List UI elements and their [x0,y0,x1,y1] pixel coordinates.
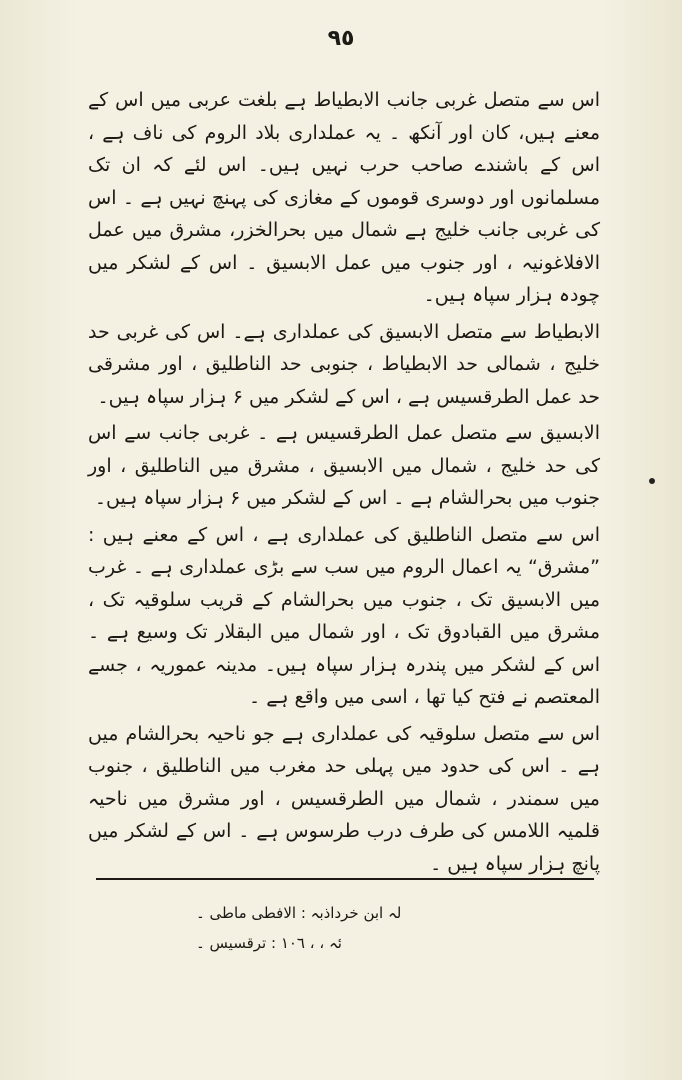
paragraph-saluqia: اس سے متصل سلوقیہ کی عملداری ہے جو ناحیہ بحرالشام میں ہے ۔ اس کی حدود میں پہلی حد مغرب میں الناطلیق ، جنوب میں سمندر ، شمال میں الطرقسیس ، اور مشرق میں ناحیہ قلمیہ اللامس کی طرف درب طرسوس ہے ۔ اس کے لشکر میں پانچ ہزار سپاہ ہیں ۔ [88,722,600,875]
footnote-1: لہ ابن خرداذبہ : الافطی ماطی ۔ [196,904,402,922]
page-number: ٩٥ [327,26,355,51]
paragraph-absiq: الابطیاط سے متصل الابسیق کی عملداری ہے۔ اس کی غربی حد خلیج ، شمالی حد الابطیاط ، جنوبی حد الناطلیق ، اور مشرقی حد عمل الطرقسیس ہے ، اس کے لشکر میں ۶ ہزار سپاہ ہیں۔ [88,320,600,408]
footnotes [96,898,594,958]
footnote-divider [96,878,594,880]
paragraph-tarqasis: الابسیق سے متصل عمل الطرقسیس ہے ۔ غربی جانب سے اس کی حد خلیج ، شمال میں الابسیق ، مشرق میں الناطلیق ، اور جنوب میں بحرالشام ہے ۔ اس کے لشکر میں ۶ ہزار سپاہ ہیں۔ [88,422,600,509]
paragraph-natliq: اس سے متصل الناطلیق کی عملداری ہے ، اس کے معنے ہیں : ”مشرق“ یہ اعمال الروم میں سب سے بڑی عملداری ہے ۔ غرب میں الابسیق تک ، جنوب میں بحرالشام کے قریب سلوقیہ تک ، مشرق میں القبادوق تک ، اور شمال میں البقلار تک وسیع ہے ۔ اس کے لشکر میں پندرہ ہزار سپاہ ہیں۔ مدینہ عموریہ ، جسے المعتصم نے فتح کیا تھا ، اسی میں واقع ہے ۔ [88,523,600,708]
footnote-2: ئہ ، ، ١٠٦ : ترقسیس ۔ [196,934,342,952]
body-text [88,84,600,880]
paragraph-abtiat: اس سے متصل غربی جانب الابطیاط ہے بلغت عربی میں اس کے معنے ہیں، کان اور آنکھ ۔ یہ عملداری بلاد الروم کی ناف ہے ، اس کے باشندے صاحب حرب نہیں ہیں۔ اس لئے کہ ان تک مسلمانوں اور دوسری قوموں کے مغازی کی پہنچ نہیں ہے ۔ اس کی غربی جانب خلیج ہے شمال میں بحرالخزر، مشرق میں عمل الافلاغونیہ ، اور جنوب میں عمل الابسیق ۔ اس کے لشکر میں چودہ ہزار سپاہ ہیں۔ [88,89,600,306]
margin-dot [649,478,655,484]
